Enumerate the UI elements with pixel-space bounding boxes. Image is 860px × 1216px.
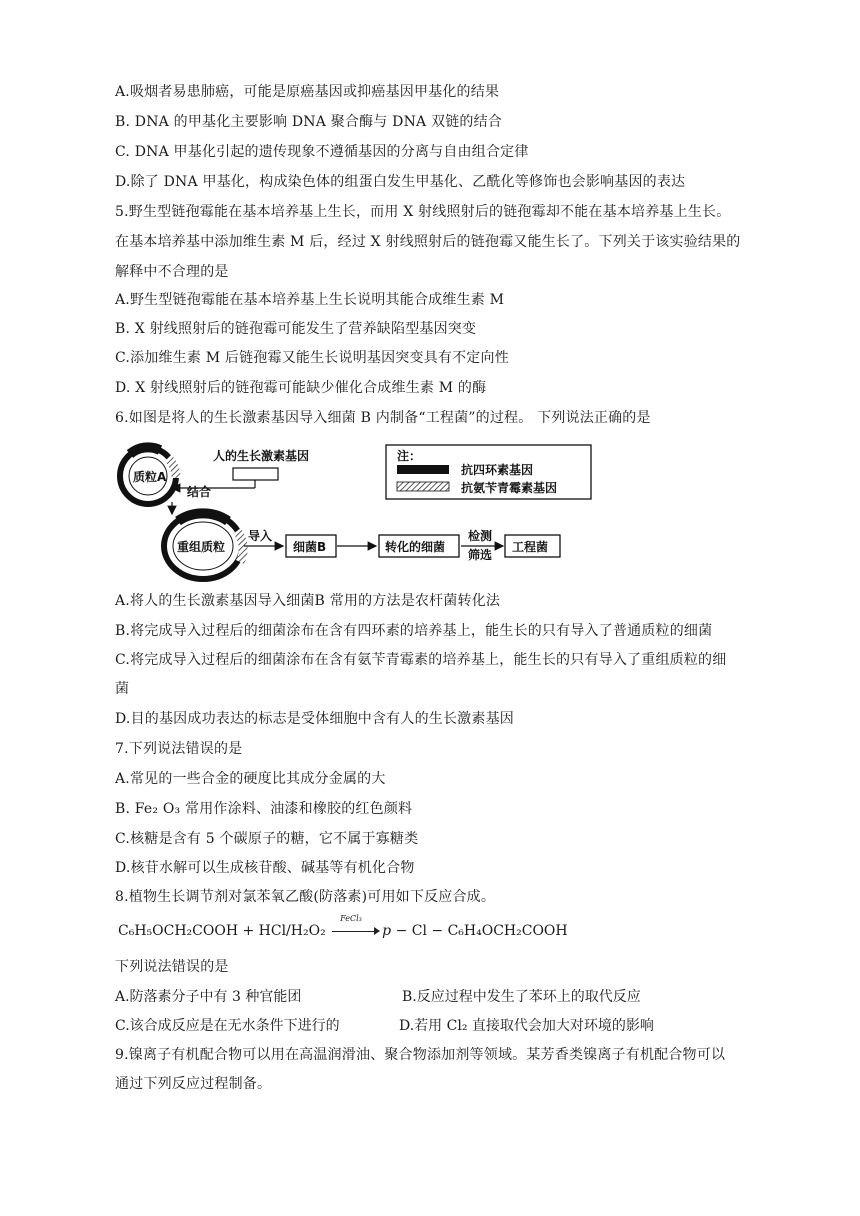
q9-stem-line-1: 9.镍离子有机配合物可以用在高温润滑油、聚合物添加剂等领域。某芳香类镍离子有机配合物可以: [115, 1047, 726, 1063]
q8-option-d: D.若用 Cl₂ 直接取代会加大对环境的影响: [399, 1018, 654, 1034]
legend-amp-swatch: [397, 482, 449, 491]
introduce-label: 导入: [248, 529, 273, 543]
q8-reaction-equation: [118, 914, 568, 939]
q4-option-b: B. DNA 的甲基化主要影响 DNA 聚合酶与 DNA 双链的结合: [115, 114, 502, 130]
legend-tet-label: 抗四环素基因: [461, 463, 534, 477]
q8-option-a: A.防落素分子中有 3 种官能团: [115, 989, 302, 1005]
q7-stem: 7.下列说法错误的是: [115, 741, 243, 757]
gene-label: 人的生长激素基因: [213, 449, 310, 463]
q6-option-c-line-1: C.将完成导入过程后的细菌涂布在含有氨苄青霉素的培养基上，能生长的只有导入了重组质粒的细: [115, 652, 727, 668]
gene-segment: [233, 468, 278, 480]
bacteria-b-label: 细菌B: [293, 540, 327, 554]
q5-option-c: C.添加维生素 M 后链孢霉又能生长说明基因突变具有不定向性: [115, 350, 509, 366]
q5-option-d: D. X 射线照射后的链孢霉可能缺少催化合成维生素 M 的酶: [115, 380, 487, 396]
q6-option-c-line-2: 菌: [115, 681, 130, 697]
q6-option-d: D.目的基因成功表达的标志是受体细胞中含有人的生长激素基因: [115, 711, 514, 727]
recombinant-label: 重组质粒: [177, 540, 226, 554]
q7-option-d: D.核苷水解可以生成核苷酸、碱基等有机化合物: [115, 860, 415, 876]
q5-option-b: B. X 射线照射后的链孢霉可能发生了营养缺陷型基因突变: [115, 321, 477, 337]
q5-stem-line-1: 5.野生型链孢霉能在基本培养基上生长，而用 X 射线照射后的链孢霉却不能在基本培养基上生长。: [115, 204, 731, 220]
legend-amp-label: 抗氨苄青霉素基因: [461, 481, 558, 495]
q8-prompt: 下列说法错误的是: [115, 959, 229, 975]
q8-reactants: C₆H₅OCH₂COOH + HCl/H₂O₂: [118, 923, 326, 939]
q7-option-a: A.常见的一些合金的硬度比其成分金属的大: [115, 771, 386, 787]
transformed-label: 转化的细菌: [385, 540, 446, 554]
screen-label: 筛选: [468, 548, 493, 562]
q8-stem: 8.植物生长调节剂对氯苯氧乙酸(防落素)可用如下反应合成。: [115, 889, 496, 905]
q7-option-c: C.核糖是含有 5 个碳原子的糖，它不属于寡糖类: [115, 831, 419, 847]
q6-diagram: [0, 438, 860, 608]
q8-product-p: p: [382, 923, 392, 939]
q8-product: − Cl − C₆H₄OCH₂COOH: [391, 923, 568, 939]
q6-option-a: A.将人的生长激素基因导入细菌B 常用的方法是农杆菌转化法: [115, 593, 501, 609]
plasmid-a-label: 质粒A: [133, 470, 167, 484]
q5-stem-line-2: 在基本培养基中添加维生素 M 后，经过 X 射线照射后的链孢霉又能生长了。下列关于该实验结果的: [115, 234, 741, 250]
catalyst-label: FeCl₃: [340, 914, 362, 923]
q9-stem-line-2: 通过下列反应过程制备。: [115, 1076, 272, 1092]
detect-label: 检测: [468, 529, 493, 543]
reaction-arrow: [332, 914, 380, 938]
legend-title: 注：: [397, 449, 422, 463]
q4-option-c: C. DNA 甲基化引起的遗传现象不遵循基因的分离与自由组合定律: [115, 144, 529, 160]
q8-option-c: C.该合成反应是在无水条件下进行的: [115, 1018, 340, 1034]
q8-option-b: B.反应过程中发生了苯环上的取代反应: [402, 989, 641, 1005]
combine-label: 结合: [187, 485, 212, 499]
q4-option-a: A.吸烟者易患肺癌，可能是原癌基因或抑癌基因甲基化的结果: [115, 84, 500, 100]
q6-option-b: B.将完成导入过程后的细菌涂布在含有四环素的培养基上，能生长的只有导入了普通质粒的细菌: [115, 623, 713, 639]
q5-stem-line-3: 解释中不合理的是: [115, 264, 229, 280]
q5-option-a: A.野生型链孢霉能在基本培养基上生长说明其能合成维生素 M: [115, 292, 505, 308]
engineered-label: 工程菌: [512, 540, 549, 554]
q7-option-b: B. Fe₂ O₃ 常用作涂料、油漆和橡胶的红色颜料: [115, 801, 413, 817]
legend-tet-swatch: [397, 465, 449, 474]
q4-option-d: D.除了 DNA 甲基化，构成染色体的组蛋白发生甲基化、乙酰化等修饰也会影响基因的表达: [115, 174, 686, 190]
legend: [386, 445, 591, 499]
q6-stem: 6.如图是将人的生长激素基因导入细菌 B 内制备“工程菌”的过程。 下列说法正确的是: [115, 410, 651, 426]
